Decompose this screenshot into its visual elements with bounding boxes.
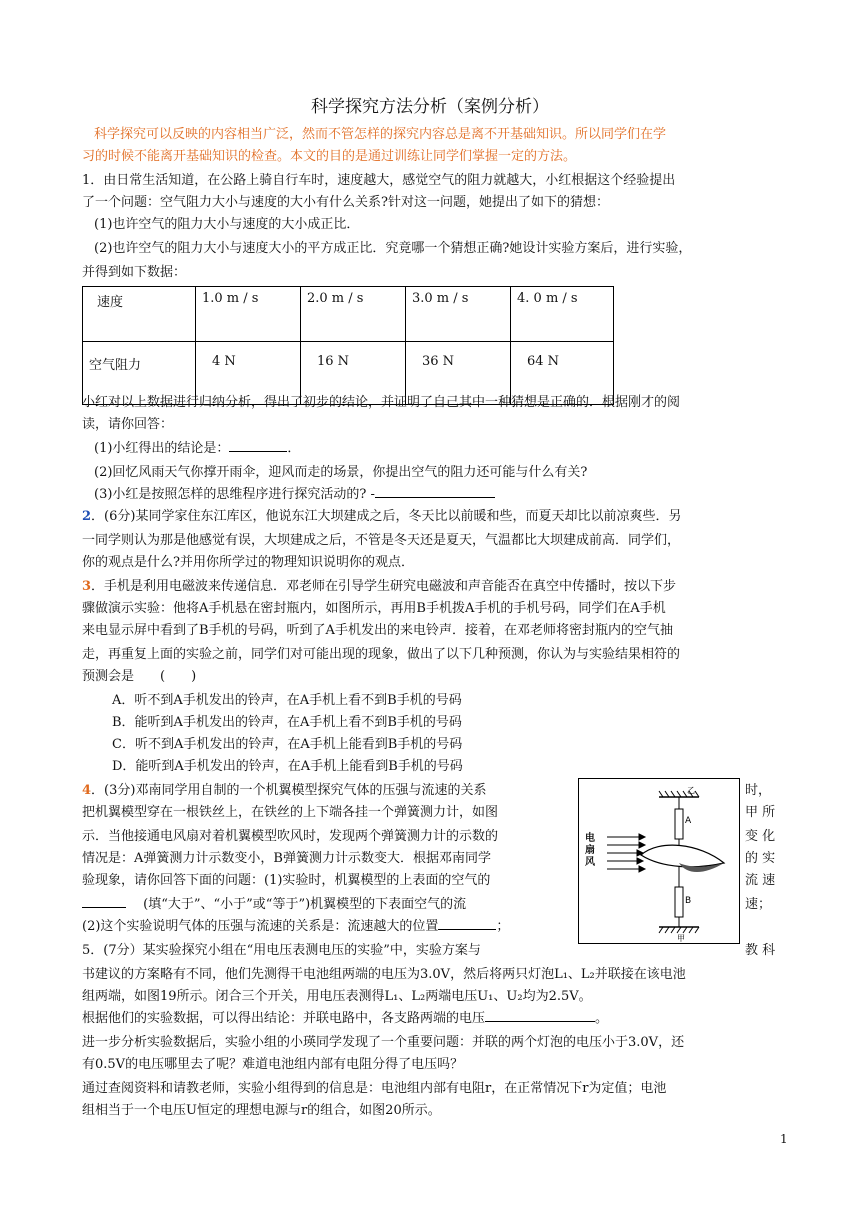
- wing-model-figure: [578, 778, 740, 944]
- q3-option-c: C．听不到A手机发出的铃声，在A手机上能看到B手机的号码: [112, 737, 463, 752]
- q1-guess-1: (1)也许空气的阻力大小与速度的大小成正比．: [94, 217, 360, 232]
- q1-line-2: 了一个问题：空气阻力大小与速度的大小有什么关系?针对这一问题，她提出了如下的猜想：: [82, 195, 609, 210]
- data-table: [82, 286, 614, 405]
- q1-sub-2: (2)回忆风雨天气你撑开雨伞，迎风而走的场景，你提出空气的阻力还可能与什么有关?: [94, 465, 588, 480]
- q5-line-6: 有0.5V的电压哪里去了呢？难道电池组内部有电阻分得了电压吗？: [82, 1057, 464, 1072]
- label-b: B: [685, 896, 692, 906]
- q1-line-1: 1．由日常生活知道，在公路上骑自行车时，速度越大，感觉空气的阻力就越大，小红根据这个经验提出: [82, 173, 676, 188]
- q3-option-b: B．能听到A手机发出的铃声，在A手机上看不到B手机的号码: [112, 715, 462, 730]
- q1-sub-3: (3)小红是按照怎样的思维程序进行探究活动的? -: [94, 484, 495, 506]
- q2-line-1: 2．(6分)某同学家住东江库区，他说东江大坝建成之后，冬天比以前暖和些，而夏天却比以前凉爽些．另: [82, 509, 682, 524]
- page-title: 科学探究方法分析（案例分析）: [311, 97, 549, 117]
- q1-sub-1: (1)小红得出的结论是： ．: [94, 441, 301, 456]
- q2-line-3: 你的观点是什么?并用你所学过的物理知识说明你的观点．: [82, 555, 414, 570]
- table-cell: 2.0 m / s: [301, 287, 406, 342]
- q4-right-2: 甲 所: [745, 805, 776, 820]
- q4-right-3: 变 化: [745, 829, 776, 844]
- table-cell: 1.0 m / s: [196, 287, 301, 342]
- table-cell: 速度: [83, 287, 196, 342]
- q3-option-d: D．能听到A手机发出的铃声，在A手机上能看到B手机的号码: [112, 759, 463, 774]
- q4-line-5: 验现象，请你回答下面的问题：(1)实验时，机翼模型的上表面的空气的: [82, 873, 491, 888]
- q5-line-8: 组相当于一个电压U恒定的理想电源与r的组合，如图20所示。: [82, 1103, 441, 1118]
- q5-line-5: 进一步分析实验数据后，实验小组的小瑛同学发现了一个重要问题：并联的两个灯泡的电压小于3.0V，还: [82, 1035, 685, 1050]
- q4-line-1: 4．(3分)邓南同学用自制的一个机翼模型探究气体的压强与流速的关系: [82, 783, 487, 798]
- q4-line-2: 把机翼模型穿在一根铁丝上，在铁丝的上下端各挂一个弹簧测力计，如图: [82, 805, 499, 820]
- table-row: [83, 287, 614, 342]
- table-cell: 空气阻力: [83, 342, 196, 405]
- q3-line-3: 来电显示屏中看到了B手机的号码，听到了A手机发出的来电铃声．接着，在邓老师将密封瓶内的空气抽: [82, 623, 673, 638]
- q4-right-1: 时，: [745, 783, 772, 798]
- q4-line-3: 示．当他接通电风扇对着机翼模型吹风时，发现两个弹簧测力计的示数的: [82, 829, 499, 844]
- q1-after-1: 小红对以上数据进行归纳分析，得出了初步的结论，并证明了自己其中一种猜想是正确的．根据刚才的阅: [82, 395, 681, 410]
- table-cell: 16 N: [301, 342, 406, 405]
- label-bottom: 甲: [677, 934, 685, 943]
- q5-line-1: 5．(7分）某实验探究小组在“用电压表测电压的实验”中，实验方案与: [82, 943, 481, 958]
- q2-line-2: 一同学则认为那是他感觉有误，大坝建成之后，不管是冬天还是夏天，气温都比大坝建成前高．同学们，: [82, 533, 681, 548]
- q3-line-4: 走，再重复上面的实验之前，同学们对可能出现的现象，做出了以下几种预测，你认为与实验结果相符的: [82, 647, 681, 662]
- fan-label: 电扇风: [585, 833, 595, 868]
- table-cell: 64 N: [511, 342, 614, 405]
- q2-number: 2: [82, 509, 92, 524]
- q4-line-6: (填“大于”、“小于”或“等于”)机翼模型的下表面空气的流: [82, 894, 466, 916]
- page-number: 1: [780, 1132, 788, 1146]
- q5-line-4: 根据他们的实验数据，可以得出结论：并联电路中，各支路两端的电压 。: [82, 1011, 609, 1026]
- table-cell: 4 N: [196, 342, 301, 405]
- q3-line-5: 预测会是 ( ): [82, 669, 197, 684]
- q4-right-5: 流 速: [745, 873, 776, 888]
- q1-line-5: 并得到如下数据：: [82, 265, 187, 280]
- label-top: 乙: [687, 786, 695, 795]
- q4-right-4: 的 实: [745, 851, 776, 866]
- q4-right-6: 速；: [745, 897, 772, 912]
- intro-line-1: 科学探究可以反映的内容相当广泛，然而不管怎样的探究内容总是离不开基础知识。所以同学们在学: [94, 127, 667, 142]
- q5-line-2: 书建议的方案略有不同，他们先测得干电池组两端的电压为3.0V，然后将两只灯泡L₁、L₂并联接在该电池: [82, 967, 686, 982]
- wing-diagram: [579, 779, 739, 943]
- q3-option-a: A．听不到A手机发出的铃声，在A手机上看不到B手机的号码: [112, 693, 462, 708]
- q3-number: 3: [82, 579, 92, 594]
- q5-line-3: 组两端，如图19所示。闭合三个开关，用电压表测得L₁、L₂两端电压U₁、U₂均为2.5V。: [82, 989, 592, 1004]
- q5-line-7: 通过查阅资料和请教老师，实验小组得到的信息是：电池组内部有电阻r，在正常情况下r为定值；电池: [82, 1081, 667, 1096]
- q4-line-4: 情况是：A弹簧测力计示数变小，B弹簧测力计示数变大．根据邓南同学: [82, 851, 491, 866]
- table-cell: 3.0 m / s: [406, 287, 511, 342]
- intro-line-2: 习的时候不能离开基础知识的检查。本文的目的是通过训练让同学们掌握一定的方法。: [82, 149, 577, 164]
- table-cell: 4. 0 m / s: [511, 287, 614, 342]
- q1-after-2: 读，请你回答：: [82, 417, 174, 432]
- q4-line-7: (2)这个实验说明气体的压强与流速的关系是：流速越大的位置 ；: [82, 919, 510, 934]
- table-cell: 36 N: [406, 342, 511, 405]
- q3-line-2: 骤做演示实验：他将A手机悬在密封瓶内，如图所示，再用B手机拨A手机的手机号码，同学们在A手机: [82, 601, 666, 616]
- q1-guess-2: (2)也许空气的阻力大小与速度大小的平方成正比．究竟哪一个猜想正确?她设计实验方案后，进行实验，: [94, 241, 692, 256]
- label-a: A: [685, 816, 692, 826]
- q4-number: 4: [82, 783, 92, 798]
- q3-line-1: 3．手机是利用电磁波来传递信息．邓老师在引导学生研究电磁波和声音能否在真空中传播时，按以下步: [82, 579, 677, 594]
- q5-right: 教 科: [745, 943, 776, 958]
